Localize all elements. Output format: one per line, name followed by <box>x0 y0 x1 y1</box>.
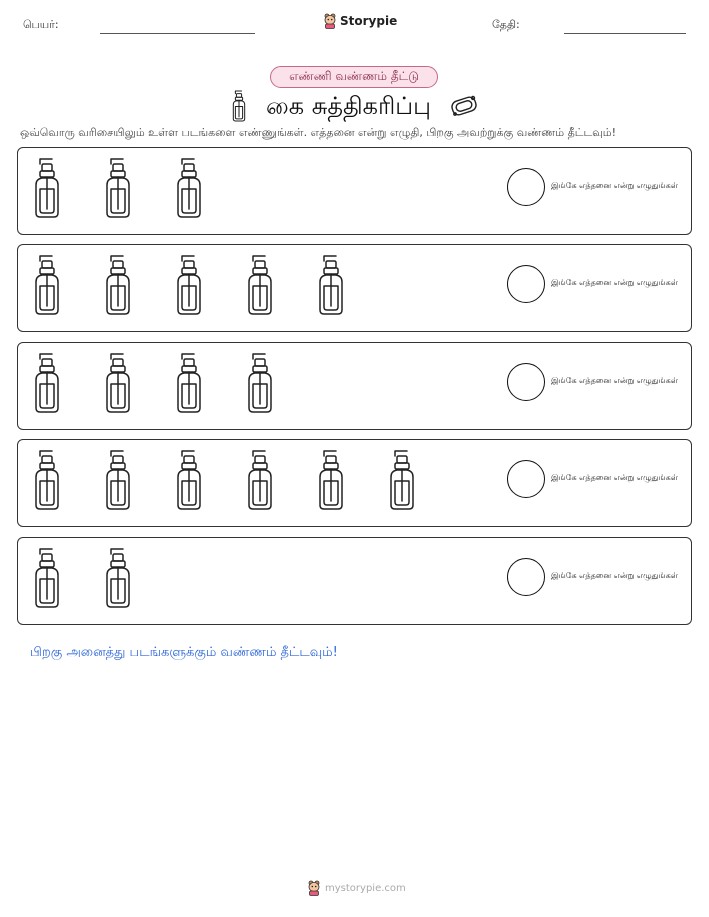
sanitizer-bottle-icon[interactable] <box>101 547 135 613</box>
sanitizer-bottle-icon[interactable] <box>30 547 64 613</box>
sanitizer-bottle-icon[interactable] <box>314 449 348 515</box>
sanitizer-bottle-icon[interactable] <box>30 157 64 223</box>
title-row <box>0 88 709 124</box>
answer-label: இங்கே எத்தனை என்று எழுதுங்கள் <box>551 571 678 580</box>
answer-label: இங்கே எத்தனை என்று எழுதுங்கள் <box>551 181 678 190</box>
site-footer <box>307 880 406 896</box>
answer-label: இங்கே எத்தனை என்று எழுதுங்கள் <box>551 376 678 385</box>
brand-logo <box>323 13 397 29</box>
name-line[interactable] <box>100 33 255 34</box>
footer-note: பிறகு அனைத்து படங்களுக்கும் வண்ணம் தீட்டவும்! <box>30 645 338 660</box>
sanitizer-bottle-icon[interactable] <box>172 449 206 515</box>
answer-label: இங்கே எத்தனை என்று எழுதுங்கள் <box>551 473 678 482</box>
sanitizer-bottle-icon[interactable] <box>385 449 419 515</box>
sanitizer-bottle-icon[interactable] <box>172 157 206 223</box>
brand-name: Storypie <box>340 14 398 28</box>
count-row-1 <box>17 147 692 235</box>
sanitizer-bottle-icon[interactable] <box>314 254 348 320</box>
answer-circle[interactable] <box>507 265 545 303</box>
soap-bar-icon <box>449 94 479 118</box>
date-line[interactable] <box>564 33 686 34</box>
count-row-2 <box>17 244 692 332</box>
sanitizer-bottle-icon[interactable] <box>172 352 206 418</box>
sanitizer-bottle-icon[interactable] <box>101 449 135 515</box>
count-row-4 <box>17 439 692 527</box>
sanitizer-bottle-icon[interactable] <box>101 254 135 320</box>
instructions-text: ஒவ்வொரு வரிசையிலும் உள்ள படங்களை எண்ணுங்கள். எத்தனை என்று எழுதி, பிறகு அவற்றுக்கு வண்ணம் தீட்டவும்! <box>20 126 617 139</box>
page-title: கை சுத்திகரிப்பு <box>266 92 431 120</box>
answer-circle[interactable] <box>507 168 545 206</box>
name-label: பெயர்: <box>23 18 59 31</box>
sanitizer-bottle-icon[interactable] <box>243 352 277 418</box>
site-url: mystorypie.com <box>325 882 406 894</box>
sanitizer-bottle-icon[interactable] <box>30 352 64 418</box>
answer-circle[interactable] <box>507 460 545 498</box>
answer-circle[interactable] <box>507 558 545 596</box>
count-row-5 <box>17 537 692 625</box>
sanitizer-bottle-icon <box>230 90 248 122</box>
sanitizer-bottle-icon[interactable] <box>172 254 206 320</box>
sanitizer-bottle-icon[interactable] <box>30 254 64 320</box>
storypie-mascot-icon <box>307 880 321 896</box>
count-row-3 <box>17 342 692 430</box>
sanitizer-bottle-icon[interactable] <box>243 449 277 515</box>
storypie-mascot-icon <box>323 13 337 29</box>
sanitizer-bottle-icon[interactable] <box>243 254 277 320</box>
answer-label: இங்கே எத்தனை என்று எழுதுங்கள் <box>551 278 678 287</box>
activity-pill: எண்ணி வண்ணம் தீட்டு <box>270 66 438 88</box>
answer-circle[interactable] <box>507 363 545 401</box>
sanitizer-bottle-icon[interactable] <box>101 157 135 223</box>
date-label: தேதி: <box>492 18 520 31</box>
sanitizer-bottle-icon[interactable] <box>101 352 135 418</box>
sanitizer-bottle-icon[interactable] <box>30 449 64 515</box>
